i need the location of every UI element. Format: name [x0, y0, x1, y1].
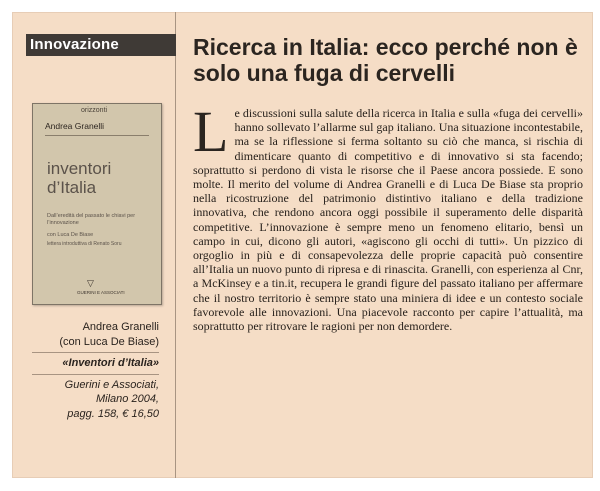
cover-title [47, 159, 111, 197]
article-text: e discussioni sulla salute della ricerca in Italia e sulla «fuga dei cervelli» hanno sollevato l’allarme sul gap italiano. Una situazione incontestabile, ma se la riflessione si ferma soltanto su ciò che manca, si rischia di dimenticare quanto di competitivo e di innovativo si sta facendo; soprattutto si perdono di vista le risorse che il Paese ancora possiede. E sono molte. Il merito del volume di Andrea Granelli e di Luca De Biase sta proprio nella ricostruzione del patrimonio distintivo italiano e della tradizione innovativa, che rendono ancora oggi possibile il superamento delle disparità competitive. L’innovazione è sempre meno un fenomeno elitario, bensì un campo in cui, dicono gli autori, «agiscono gli occhi di tutti». Un pizzico di orgoglio in più e di consapevolezza delle proprie capacità può consentire all’Italia un nuovo punto di ripresa e di rinascita. Granelli, con esperienza al Cnr, a McKinsey e a tin.it, recupera le grandi figure del passato italiano per affermare che il nostro territorio è sempre stato una miniera di idee e un contesto sociale favorevole alle innovazioni. Una piacevole racconto per capire l’attualità, ma soprattutto per ritrovare le ragioni per non demordere. [193, 106, 583, 334]
caption-city-year: Milano 2004, [96, 393, 159, 405]
cover-author: Andrea Granelli [45, 121, 105, 131]
cover-divider [45, 135, 149, 136]
caption-divider [32, 374, 159, 375]
book-cover-image [32, 103, 162, 305]
cover-coauthor: con Luca De Biase [47, 232, 94, 238]
article [175, 12, 593, 478]
sidebar-column [12, 12, 176, 478]
clipping-page [12, 12, 593, 478]
article-body [193, 99, 583, 334]
cover-series: orizzonti [81, 107, 108, 114]
caption-divider [32, 352, 159, 353]
drop-cap: L [193, 99, 229, 164]
cover-title-line-2: d’Italia [47, 178, 97, 197]
article-headline: Ricerca in Italia: ecco perché non è solo una fuga di cervelli [193, 34, 578, 86]
cover-subtitle: Dall’eredità del passato le chiavi per l’innovazione [47, 213, 136, 226]
book-caption [14, 320, 159, 421]
caption-book-title: «Inventori d’Italia» [62, 357, 159, 369]
caption-publisher: Guerini e Associati, [64, 378, 159, 391]
caption-coauthor: (con Luca De Biase) [59, 335, 159, 348]
caption-author: Andrea Granelli [82, 321, 159, 333]
publisher-logo-icon: ▽ [87, 278, 94, 288]
cover-title-line-1: inventori [47, 159, 112, 178]
cover-publisher: GUERINI E ASSOCIATI [77, 290, 125, 295]
caption-pages-price: pagg. 158, € 16,50 [67, 407, 159, 420]
cover-foreword: lettera introduttiva di Renato Soru [47, 241, 122, 247]
section-tag: Innovazione [26, 34, 176, 56]
